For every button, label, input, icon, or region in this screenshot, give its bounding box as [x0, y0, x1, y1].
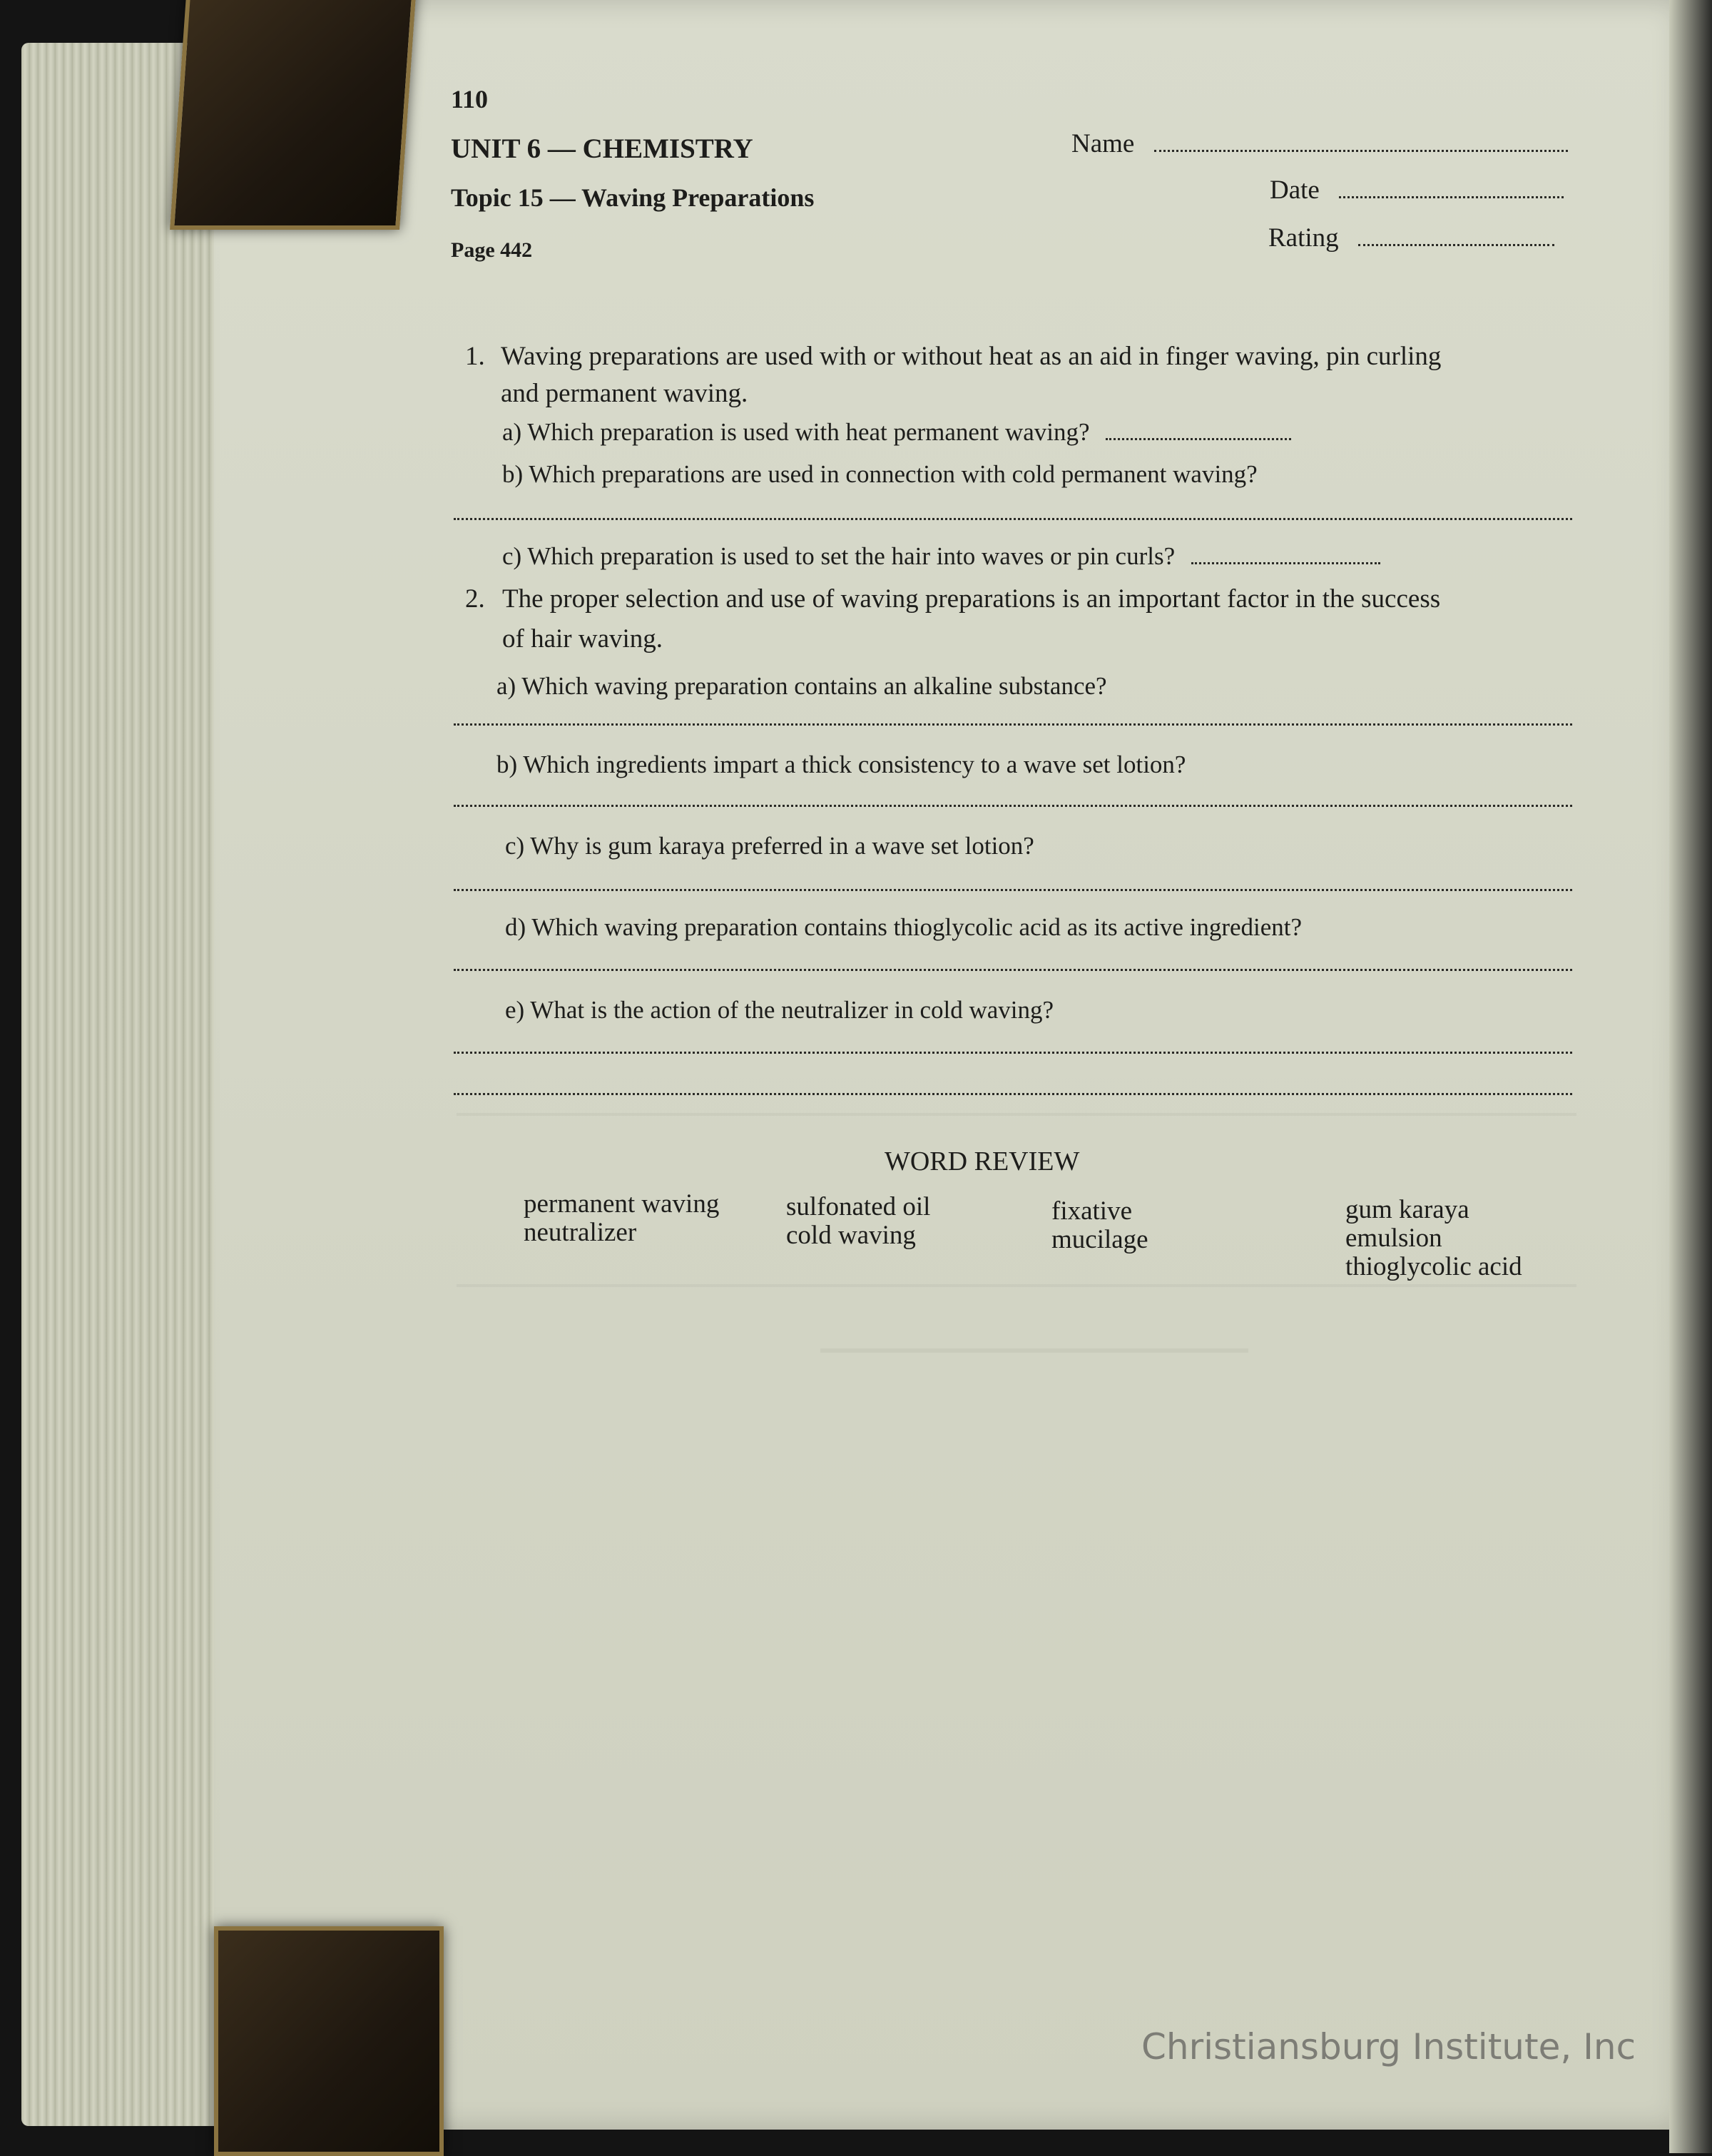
q1c — [502, 542, 1380, 571]
word-item: permanent waving — [524, 1189, 720, 1219]
name-blank[interactable] — [1154, 150, 1568, 152]
name-label: Name — [1071, 129, 1135, 158]
q1-text-line2: and permanent waving. — [501, 379, 748, 408]
rating-field[interactable] — [1268, 223, 1554, 253]
word-review-col3 — [1051, 1197, 1148, 1254]
q1b-text: b) Which preparations are used in connection with cold permanent waving? — [502, 460, 1258, 488]
q2a-answer-line[interactable] — [454, 723, 1572, 726]
unit-title: UNIT 6 — CHEMISTRY — [451, 133, 753, 164]
word-item: mucilage — [1051, 1225, 1148, 1254]
q2a-text: a) Which waving preparation contains an alkaline substance? — [496, 672, 1107, 700]
word-item: cold waving — [786, 1221, 916, 1250]
binder-clip-bottom — [214, 1926, 444, 2156]
q2c-text: c) Why is gum karaya preferred in a wave set lotion? — [505, 832, 1034, 860]
word-review-col2 — [786, 1193, 930, 1250]
q2-number: 2. — [465, 584, 485, 614]
word-item: emulsion — [1345, 1224, 1442, 1253]
rating-blank[interactable] — [1358, 244, 1554, 246]
date-blank[interactable] — [1339, 196, 1564, 198]
q1a-answer-blank[interactable] — [1106, 438, 1291, 440]
q2c-answer-line[interactable] — [454, 889, 1572, 891]
name-field[interactable] — [1071, 128, 1568, 159]
q1-number: 1. — [465, 342, 485, 371]
q1c-text: c) Which preparation is used to set the hair into waves or pin curls? — [502, 542, 1176, 570]
q2d-text: d) Which waving preparation contains thioglycolic acid as its active ingredient? — [505, 913, 1303, 941]
topic-title: Topic 15 — Waving Preparations — [451, 183, 815, 212]
q2-text-line2: of hair waving. — [502, 624, 663, 654]
q2-text-line1: The proper selection and use of waving preparations is an important factor in the success — [502, 584, 1441, 614]
q2b-text: b) Which ingredients impart a thick consistency to a wave set lotion? — [496, 751, 1186, 778]
binder-clip-top — [170, 0, 417, 230]
word-item: fixative — [1051, 1196, 1133, 1226]
word-item: thioglycolic acid — [1345, 1252, 1522, 1281]
word-item: neutralizer — [524, 1218, 637, 1247]
q1-text-line1: Waving preparations are used with or without heat as an aid in finger waving, pin curling — [501, 342, 1442, 371]
rating-label: Rating — [1268, 223, 1339, 253]
q2e-answer-line-1[interactable] — [454, 1052, 1572, 1054]
word-item: sulfonated oil — [786, 1192, 931, 1221]
q1a — [502, 418, 1291, 447]
word-item: gum karaya — [1345, 1195, 1469, 1224]
book-page — [214, 0, 1701, 2130]
q2d-answer-line[interactable] — [454, 969, 1572, 971]
date-label: Date — [1270, 176, 1320, 205]
q1c-answer-blank[interactable] — [1191, 562, 1380, 564]
q2e-answer-line-2[interactable] — [454, 1093, 1572, 1095]
date-field[interactable] — [1270, 175, 1564, 205]
page-right-edge — [1669, 0, 1712, 2153]
q1a-text: a) Which preparation is used with heat permanent waving? — [502, 418, 1090, 446]
word-review-title: WORD REVIEW — [885, 1146, 1080, 1176]
page-number: 110 — [451, 85, 489, 113]
q1b-answer-line[interactable] — [454, 518, 1572, 520]
page-reference: Page 442 — [451, 238, 533, 262]
word-review-col1 — [524, 1190, 719, 1247]
watermark: Christiansburg Institute, Inc — [1141, 2026, 1636, 2068]
q2b-answer-line[interactable] — [454, 805, 1572, 807]
word-review-col4 — [1345, 1196, 1522, 1281]
q2e-text: e) What is the action of the neutralizer in cold waving? — [505, 996, 1054, 1024]
